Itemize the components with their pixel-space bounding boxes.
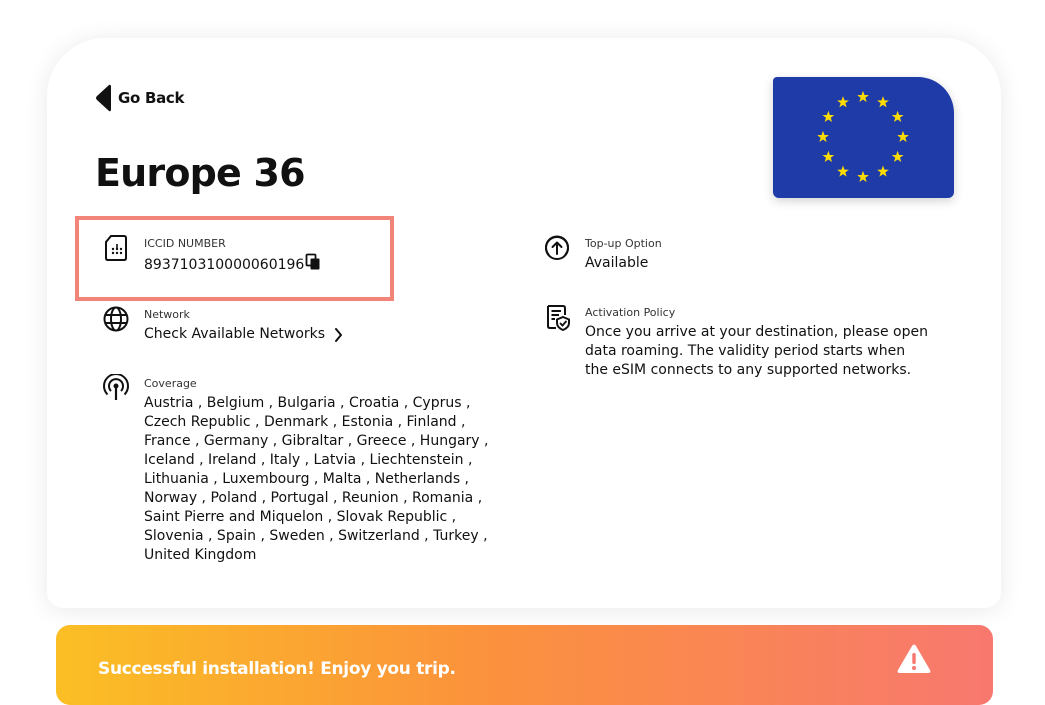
network-label: Network (144, 308, 190, 321)
chevron-right-icon (334, 328, 343, 342)
coverage-countries: Austria , Belgium , Bulgaria , Croatia , Cyprus , Czech Republic , Denmark , Estonia , Finland , France , Germany , Gibraltar , Greece , Hungary , Iceland , Ireland , Italy , Latvia , Liechtenstein , Lithuania , Luxembourg , Malta , Netherlands , Norway , Poland , Portugal , Reunion , Romania , Saint Pierre and Miquelon , Slovak Republic , Slovenia , Spain , Sweden , Switzerland , Turkey , United Kingdom (144, 395, 489, 563)
check-networks-link[interactable] (144, 325, 343, 344)
iccid-label: ICCID NUMBER (144, 237, 226, 250)
warning-icon (897, 643, 931, 675)
signal-tower-icon (102, 374, 130, 402)
copy-icon[interactable] (305, 253, 321, 271)
coverage-label: Coverage (144, 377, 197, 390)
install-success-banner (56, 625, 993, 705)
iccid-value: 8937103100000601​96 (144, 257, 305, 273)
go-back-button[interactable] (95, 84, 184, 112)
go-back-label: Go Back (118, 89, 185, 107)
activation-policy-text: Once you arrive at your destination, please open data roaming. The validity period starts when the eSIM connects to any supported networks. (585, 324, 928, 378)
eu-flag (773, 77, 954, 198)
sim-card-icon (102, 234, 130, 262)
globe-icon (102, 305, 130, 333)
topup-label: Top-up Option (585, 237, 662, 250)
topup-arrow-icon (543, 234, 571, 262)
banner-message: Successful installation! Enjoy you trip. (98, 659, 456, 679)
check-networks-label: Check Available Networks (144, 326, 326, 342)
back-arrow-icon (95, 84, 112, 112)
activation-label: Activation Policy (585, 306, 676, 319)
page-title: Europe 36 (95, 151, 305, 195)
topup-value: Available (585, 255, 649, 271)
policy-document-icon (543, 303, 571, 331)
